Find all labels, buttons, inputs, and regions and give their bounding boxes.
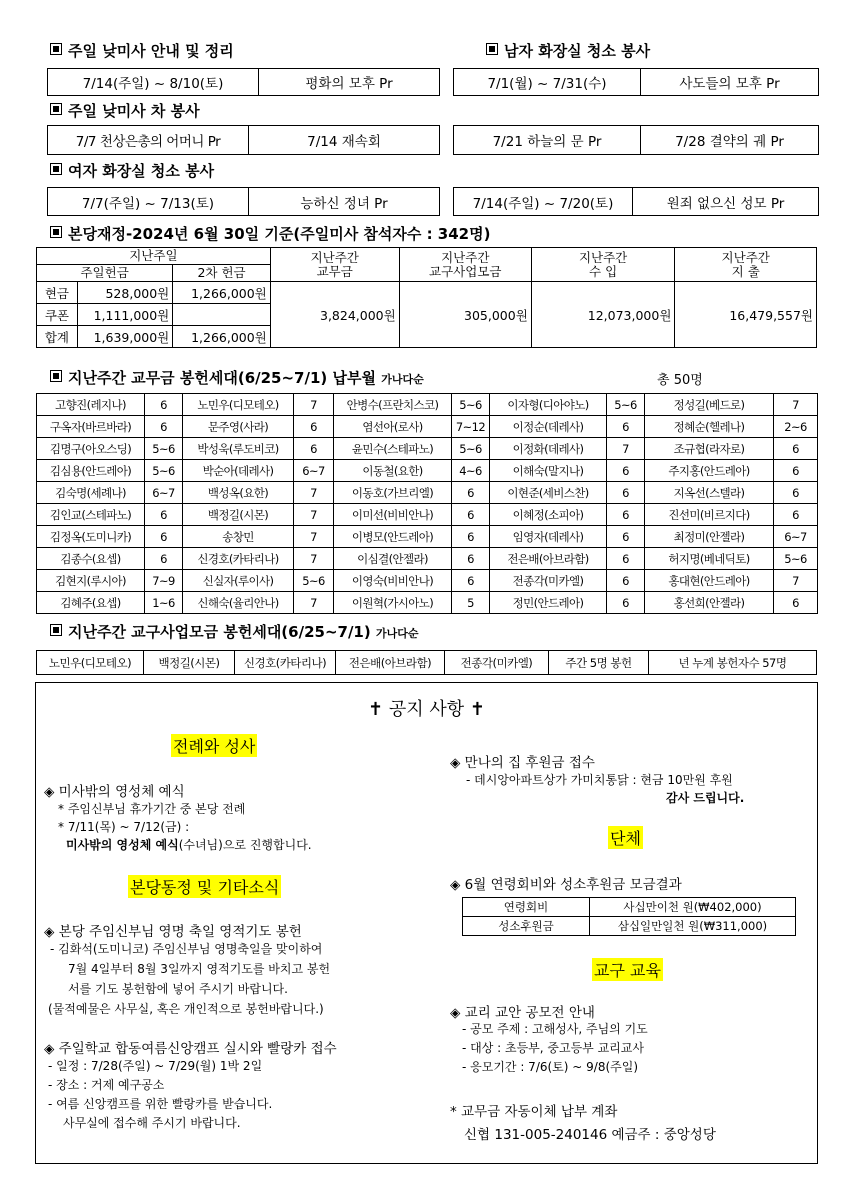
fund-table (462, 897, 796, 936)
donor-name: 신실자(루이사) (183, 570, 294, 592)
womens-restroom-left-box (47, 187, 440, 216)
donor-name: 이영숙(비비안나) (334, 570, 452, 592)
donor-name: 주지홍(안드레아) (645, 460, 774, 482)
donor-months: 5~6 (607, 394, 645, 416)
group-cell: 능하신 정녀 Pr (248, 188, 439, 215)
sunday-mass-guide-box (47, 68, 440, 96)
womens-restroom-right-box (453, 187, 819, 216)
donor-name: 문주영(사라) (183, 416, 294, 438)
second-amount (173, 304, 271, 326)
donor-months: 6 (774, 504, 818, 526)
donor-months: 6~7 (774, 526, 818, 548)
year-count: 년 누계 봉헌자수 57명 (648, 651, 816, 674)
square-bullet-icon (50, 624, 62, 636)
fund-name: 성소후원금 (463, 917, 590, 936)
donor-row (37, 526, 818, 548)
donor-name: 진선미(비르지다) (645, 504, 774, 526)
square-bullet-icon (50, 103, 62, 115)
fund-amount: 삼십일만일천 원(₩311,000) (590, 917, 796, 936)
group-cell: 7/7 천상은총의 어머니 Pr (75, 134, 221, 150)
donor-months: 6 (607, 460, 645, 482)
donor-row (37, 460, 818, 482)
notice-box (35, 682, 818, 1164)
donor-name: 이동호(가브리엘) (334, 482, 452, 504)
donor-months: 6~7 (145, 482, 183, 504)
donor-months: 7 (607, 438, 645, 460)
fund-item: ◈ 6월 연령회비와 성소후원금 모금결과 (450, 877, 682, 893)
donor-months: 6 (294, 416, 334, 438)
edu-section-title: 교구 교육 (592, 958, 663, 981)
date-cell: 7/14(주일) ~ 8/10(토) (82, 76, 224, 92)
account-item: * 교무금 자동이체 납부 계좌 (450, 1104, 618, 1120)
donor-months: 6 (145, 504, 183, 526)
row-label: 현금 (37, 282, 78, 304)
liturgy-line: * 7/11(목) ~ 7/12(금) : (58, 820, 190, 834)
donor-months: 7 (294, 482, 334, 504)
donor-name: 김정옥(도미니카) (37, 526, 145, 548)
car-service-left-box (47, 125, 440, 155)
date-cell: 7/14(주일) ~ 7/20(토) (472, 195, 614, 212)
donor-name: 김인교(스테파노) (37, 504, 145, 526)
donor-months: 7 (294, 548, 334, 570)
donor-name: 신해숙(율리안나) (183, 592, 294, 614)
donor-name: 전은배(아브라함) (490, 548, 607, 570)
donors-table-body (37, 394, 818, 614)
donor-name: 임영자(데레사) (490, 526, 607, 548)
prayer-line: (물적예물은 사무실, 혹은 개인적으로 봉헌바랍니다.) (48, 1002, 324, 1016)
donor-months: 6 (774, 438, 818, 460)
donor-months: 6 (607, 526, 645, 548)
donor-months: 6 (294, 438, 334, 460)
donor-months: 7 (774, 394, 818, 416)
donor-name: 안병수(프란치스코) (334, 394, 452, 416)
camp-line: 사무실에 접수해 주시기 바랍니다. (63, 1116, 241, 1130)
project-donor-name: 백정길(시몬) (143, 651, 234, 674)
prayer-line: - 김화석(도미니코) 주임신부님 영명축일을 맞이하여 (50, 942, 323, 956)
donor-months: 5~6 (452, 394, 490, 416)
donor-months: 6 (452, 482, 490, 504)
camp-line: - 여름 신앙캠프를 위한 빨랑카를 받습니다. (48, 1097, 273, 1111)
manna-item: ◈ 만나의 집 후원금 접수 (450, 755, 595, 771)
donor-months: 7 (294, 592, 334, 614)
donor-months: 6 (145, 548, 183, 570)
project-donors-row (36, 650, 817, 675)
donor-row (37, 416, 818, 438)
income-amount: 12,073,000원 (531, 282, 675, 348)
second-amount: 1,266,000원 (173, 326, 271, 348)
expense-amount: 16,479,557원 (675, 282, 817, 348)
donor-name: 정성길(베드로) (645, 394, 774, 416)
mens-restroom-header: 남자 화장실 청소 봉사 (486, 40, 650, 61)
donor-name: 김현지(루시아) (37, 570, 145, 592)
group-cell: 7/28 결약의 궤 Pr (640, 126, 818, 154)
donor-months: 6 (774, 482, 818, 504)
donor-name: 이해숙(말지나) (490, 460, 607, 482)
row-label: 합계 (37, 326, 78, 348)
donor-name: 송창민 (183, 526, 294, 548)
donor-name: 이병모(안드레아) (334, 526, 452, 548)
mens-restroom-box (453, 68, 819, 96)
donor-name: 이미선(비비안나) (334, 504, 452, 526)
donor-months: 5~6 (294, 570, 334, 592)
week-dues-header: 지난주간 교무금 (270, 248, 399, 282)
donor-name: 최정미(안젤라) (645, 526, 774, 548)
manna-line: - 데시앙아파트상가 가미치통닭 : 현금 10만원 후원 (466, 773, 733, 787)
fund-name: 연령회비 (463, 898, 590, 917)
last-sunday-header: 지난주일 (37, 248, 271, 265)
donor-months: 6 (452, 504, 490, 526)
group-cell: 7/14 재속회 (248, 126, 439, 154)
project-donor-name: 신경호(카타리나) (234, 651, 335, 674)
donor-months: 7~9 (145, 570, 183, 592)
donor-months: 7~12 (452, 416, 490, 438)
donor-months: 5~6 (452, 438, 490, 460)
project-amount: 305,000원 (399, 282, 531, 348)
date-cell: 7/7(주일) ~ 7/13(토) (81, 195, 215, 212)
notice-title: ✝ 공지 사항 ✝ (368, 699, 485, 720)
liturgy-item: ◈ 미사밖의 영성체 예식 (44, 784, 185, 800)
news-section-title: 본당동정 및 기타소식 (128, 875, 281, 898)
camp-item: ◈ 주일학교 합동여름신앙캠프 실시와 빨랑카 접수 (44, 1041, 337, 1057)
donor-name: 이혜정(소피아) (490, 504, 607, 526)
donor-name: 박성욱(루도비코) (183, 438, 294, 460)
donor-name: 홍대현(안드레아) (645, 570, 774, 592)
donor-name: 이심결(안젤라) (334, 548, 452, 570)
donor-name: 전종각(미카엘) (490, 570, 607, 592)
car-service-right-box (453, 125, 819, 155)
donor-months: 7 (774, 570, 818, 592)
liturgy-section-title: 전례와 성사 (171, 734, 257, 757)
week-expense-header: 지난주간 지 출 (675, 248, 817, 282)
group-cell: 사도들의 모후 Pr (640, 69, 818, 95)
donor-name: 윤민수(스테파노) (334, 438, 452, 460)
sunday-amount: 528,000원 (77, 282, 172, 304)
group-cell: 원죄 없으신 성모 Pr (632, 188, 818, 215)
camp-line: - 일정 : 7/28(주일) ~ 7/29(월) 1박 2일 (48, 1059, 263, 1073)
sunday-amount: 1,111,000원 (77, 304, 172, 326)
donor-name: 백성옥(요한) (183, 482, 294, 504)
finance-header: 본당재정-2024년 6월 30일 기준(주일미사 참석자수 : 342명) (50, 223, 490, 244)
project-donors-header: 지난주간 교구사업모금 봉헌세대(6/25~7/1) 가나다순 (50, 621, 418, 642)
square-bullet-icon (50, 163, 62, 175)
square-bullet-icon (50, 370, 62, 382)
donor-months: 6~7 (294, 460, 334, 482)
fund-amount: 사십만이천 원(₩402,000) (590, 898, 796, 917)
sunday-mass-guide-header: 주일 낮미사 안내 및 정리 (50, 40, 234, 61)
week-project-header: 지난주간 교구사업모금 (399, 248, 531, 282)
project-donor-name: 전종각(미카엘) (444, 651, 548, 674)
square-bullet-icon (50, 43, 62, 55)
donor-row (37, 504, 818, 526)
donors-total: 총 50명 (657, 373, 703, 388)
donor-months: 6 (607, 592, 645, 614)
donor-name: 김숙명(세례나) (37, 482, 145, 504)
donor-name: 이정화(데레사) (490, 438, 607, 460)
donor-name: 김혜주(요셉) (37, 592, 145, 614)
donor-months: 6 (145, 526, 183, 548)
group-cell: 7/21 하늘의 문 Pr (492, 134, 602, 150)
donor-name: 조규협(라자로) (645, 438, 774, 460)
donor-name: 이현준(세비스찬) (490, 482, 607, 504)
donor-months: 5~6 (774, 548, 818, 570)
donor-row (37, 482, 818, 504)
donor-months: 6 (145, 416, 183, 438)
donor-name: 정민(안드레아) (490, 592, 607, 614)
second-collection-header: 2차 헌금 (173, 265, 271, 282)
donor-months: 6 (607, 570, 645, 592)
donor-months: 6 (607, 416, 645, 438)
donor-name: 구옥자(바르바라) (37, 416, 145, 438)
donor-name: 고향진(레지나) (37, 394, 145, 416)
contest-line: - 공모 주제 : 고해성사, 주님의 기도 (462, 1022, 648, 1036)
donor-months: 6 (607, 504, 645, 526)
donor-months: 6 (774, 592, 818, 614)
week-count: 주간 5명 봉헌 (548, 651, 648, 674)
donor-months: 6 (607, 548, 645, 570)
account-line: 신협 131-005-240146 예금주 : 중앙성당 (464, 1127, 716, 1143)
dues-amount: 3,824,000원 (270, 282, 399, 348)
donor-months: 7 (294, 526, 334, 548)
donor-name: 김명구(아오스딩) (37, 438, 145, 460)
donor-months: 6 (452, 570, 490, 592)
donor-name: 이동철(요한) (334, 460, 452, 482)
donor-name: 박순아(데레사) (183, 460, 294, 482)
row-label: 쿠폰 (37, 304, 78, 326)
womens-restroom-header: 여자 화장실 청소 봉사 (50, 160, 214, 181)
project-donor-name: 노민우(디모테오) (48, 655, 132, 670)
donor-months: 4~6 (452, 460, 490, 482)
date-cell: 7/1(월) ~ 7/31(수) (487, 76, 607, 92)
car-service-header: 주일 낮미사 차 봉사 (50, 100, 200, 121)
manna-line: 감사 드립니다. (666, 791, 745, 805)
donors-header: 지난주간 교무금 봉헌세대(6/25~7/1) 납부월 가나다순 (50, 367, 424, 388)
contest-item: ◈ 교리 교안 공모전 안내 (450, 1005, 595, 1021)
donor-months: 7 (294, 394, 334, 416)
donor-name: 정혜순(헬레나) (645, 416, 774, 438)
prayer-line: 7월 4일부터 8월 3일까지 영적기도를 바치고 봉헌 (68, 962, 331, 976)
project-donor-name: 전은배(아브라함) (335, 651, 444, 674)
donor-months: 1~6 (145, 592, 183, 614)
group-section-title: 단체 (608, 826, 643, 849)
liturgy-line: * 주임신부님 휴가기간 중 본당 전례 (58, 802, 246, 816)
donor-row (37, 570, 818, 592)
donor-name: 김심용(안드레아) (37, 460, 145, 482)
week-income-header: 지난주간 수 입 (531, 248, 675, 282)
prayer-line: 서를 기도 봉헌함에 넣어 주시기 바랍니다. (68, 982, 288, 996)
donors-table (36, 393, 818, 614)
donor-name: 홍선희(안젤라) (645, 592, 774, 614)
sunday-amount: 1,639,000원 (77, 326, 172, 348)
liturgy-line: 미사밖의 영성체 예식(수녀님)으로 진행합니다. (66, 838, 312, 852)
donor-name: 김종수(요셉) (37, 548, 145, 570)
contest-line: - 대상 : 초등부, 중고등부 교리교사 (462, 1041, 644, 1055)
donor-name: 염선아(로사) (334, 416, 452, 438)
finance-table (36, 247, 817, 348)
group-cell: 평화의 모후 Pr (258, 69, 439, 95)
square-bullet-icon (486, 43, 498, 55)
donor-name: 이자형(디아야노) (490, 394, 607, 416)
donor-name: 신경호(카타리나) (183, 548, 294, 570)
square-bullet-icon (50, 226, 62, 238)
donor-months: 6 (145, 394, 183, 416)
donor-name: 노민우(디모테오) (183, 394, 294, 416)
donor-name: 백정길(시몬) (183, 504, 294, 526)
donor-row (37, 592, 818, 614)
donor-row (37, 548, 818, 570)
donor-name: 지옥선(스텔라) (645, 482, 774, 504)
donor-months: 6 (452, 526, 490, 548)
second-amount: 1,266,000원 (173, 282, 271, 304)
donor-row (37, 394, 818, 416)
contest-line: - 응모기간 : 7/6(토) ~ 9/8(주일) (462, 1060, 638, 1074)
donor-name: 이정순(데레사) (490, 416, 607, 438)
donor-months: 6 (607, 482, 645, 504)
prayer-item: ◈ 본당 주임신부님 영명 축일 영적기도 봉헌 (44, 924, 302, 940)
donor-months: 5 (452, 592, 490, 614)
donor-months: 6 (452, 548, 490, 570)
camp-line: - 장소 : 거제 예구공소 (48, 1078, 165, 1092)
donor-months: 2~6 (774, 416, 818, 438)
donor-months: 7 (294, 504, 334, 526)
donor-months: 5~6 (145, 460, 183, 482)
donor-name: 허지명(베네딕토) (645, 548, 774, 570)
donor-months: 5~6 (145, 438, 183, 460)
donor-row (37, 438, 818, 460)
donor-months: 6 (774, 460, 818, 482)
sunday-cash-header: 주일헌금 (37, 265, 173, 282)
donor-name: 이원혁(가시아노) (334, 592, 452, 614)
